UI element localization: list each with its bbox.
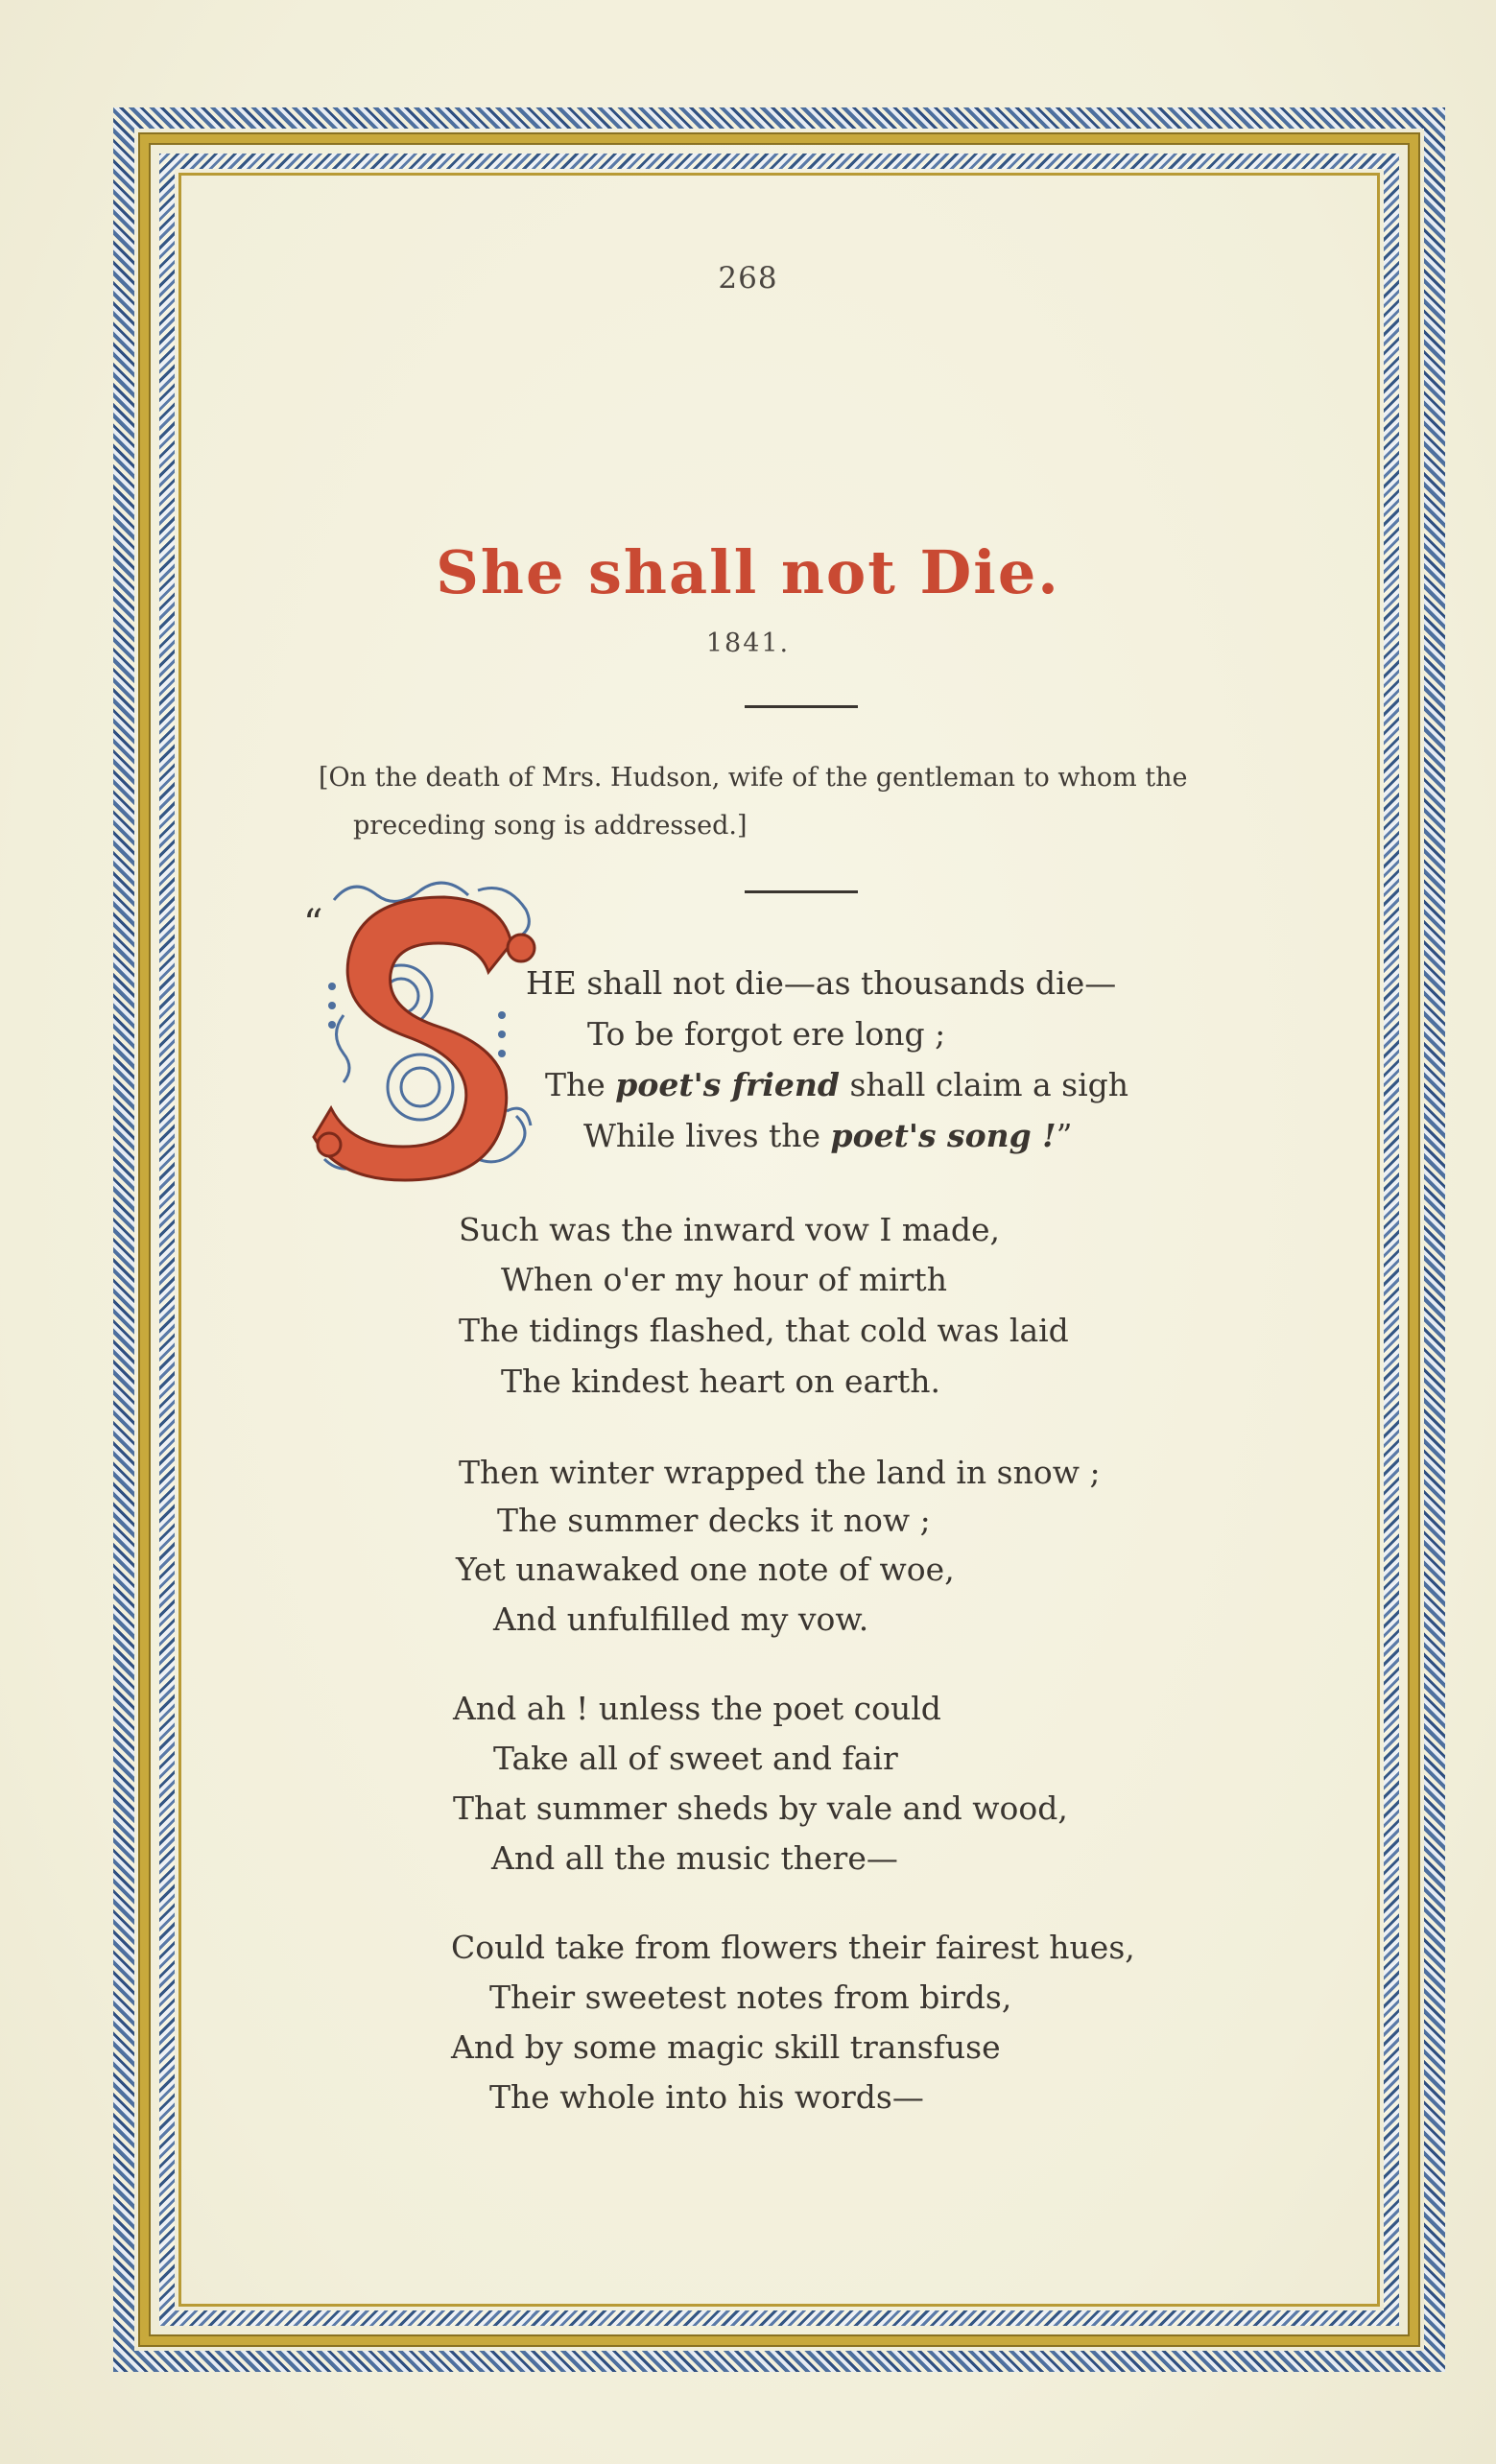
poem-year: 1841. (705, 628, 791, 658)
stanza-2-line-1: Such was the inward vow I made, (459, 1211, 1000, 1248)
stanza-4-line-3: That summer sheds by vale and wood, (453, 1789, 1068, 1827)
editorial-note (319, 754, 1317, 850)
stanza-1-line-2: To be forgot ere long ; (587, 1015, 946, 1053)
stanza-5-line-1: Could take from flowers their fairest hues, (451, 1929, 1135, 1966)
note-line-2: preceding song is addressed.] (353, 811, 748, 841)
stanza-3-line-3: Yet unawaked one note of woe, (456, 1551, 955, 1588)
stanza-3-line-2: The summer decks it now ; (497, 1502, 931, 1539)
stanza-1-line-4: While lives the poet's song !” (583, 1117, 1073, 1154)
stanza-5-line-2: Their sweetest notes from birds, (489, 1978, 1012, 2016)
stanza-4-line-2: Take all of sweet and fair (493, 1740, 898, 1777)
opening-quote-mark: “ (303, 902, 323, 946)
poem-title: She shall not Die. (436, 537, 1060, 607)
stanza-3-line-1: Then winter wrapped the land in snow ; (459, 1454, 1101, 1491)
stanza-5-line-4: The whole into his words— (489, 2078, 924, 2116)
stanza-3-line-4: And unfulfilled my vow. (493, 1600, 869, 1638)
divider-rule-top (745, 705, 858, 708)
stanza-2-line-4: The kindest heart on earth. (501, 1362, 941, 1400)
stanza-4-line-1: And ah ! unless the poet could (453, 1690, 941, 1727)
page-number: 268 (718, 261, 778, 296)
stanza-4-line-4: And all the music there— (491, 1839, 898, 1877)
divider-rule-bottom (745, 890, 858, 893)
stanza-1-line-1: HE shall not die—as thousands die— (526, 964, 1117, 1002)
note-line-1: [On the death of Mrs. Hudson, wife of the gentleman to whom the (319, 763, 1188, 793)
stanza-5-line-3: And by some magic skill transfuse (451, 2028, 1001, 2066)
stanza-2-line-3: The tidings flashed, that cold was laid (459, 1312, 1069, 1349)
illuminated-dropcap-icon (305, 871, 572, 1190)
stanza-1-line-3: The poet's friend shall claim a sigh (545, 1066, 1129, 1103)
stanza-2-line-2: When o'er my hour of mirth (501, 1261, 947, 1298)
